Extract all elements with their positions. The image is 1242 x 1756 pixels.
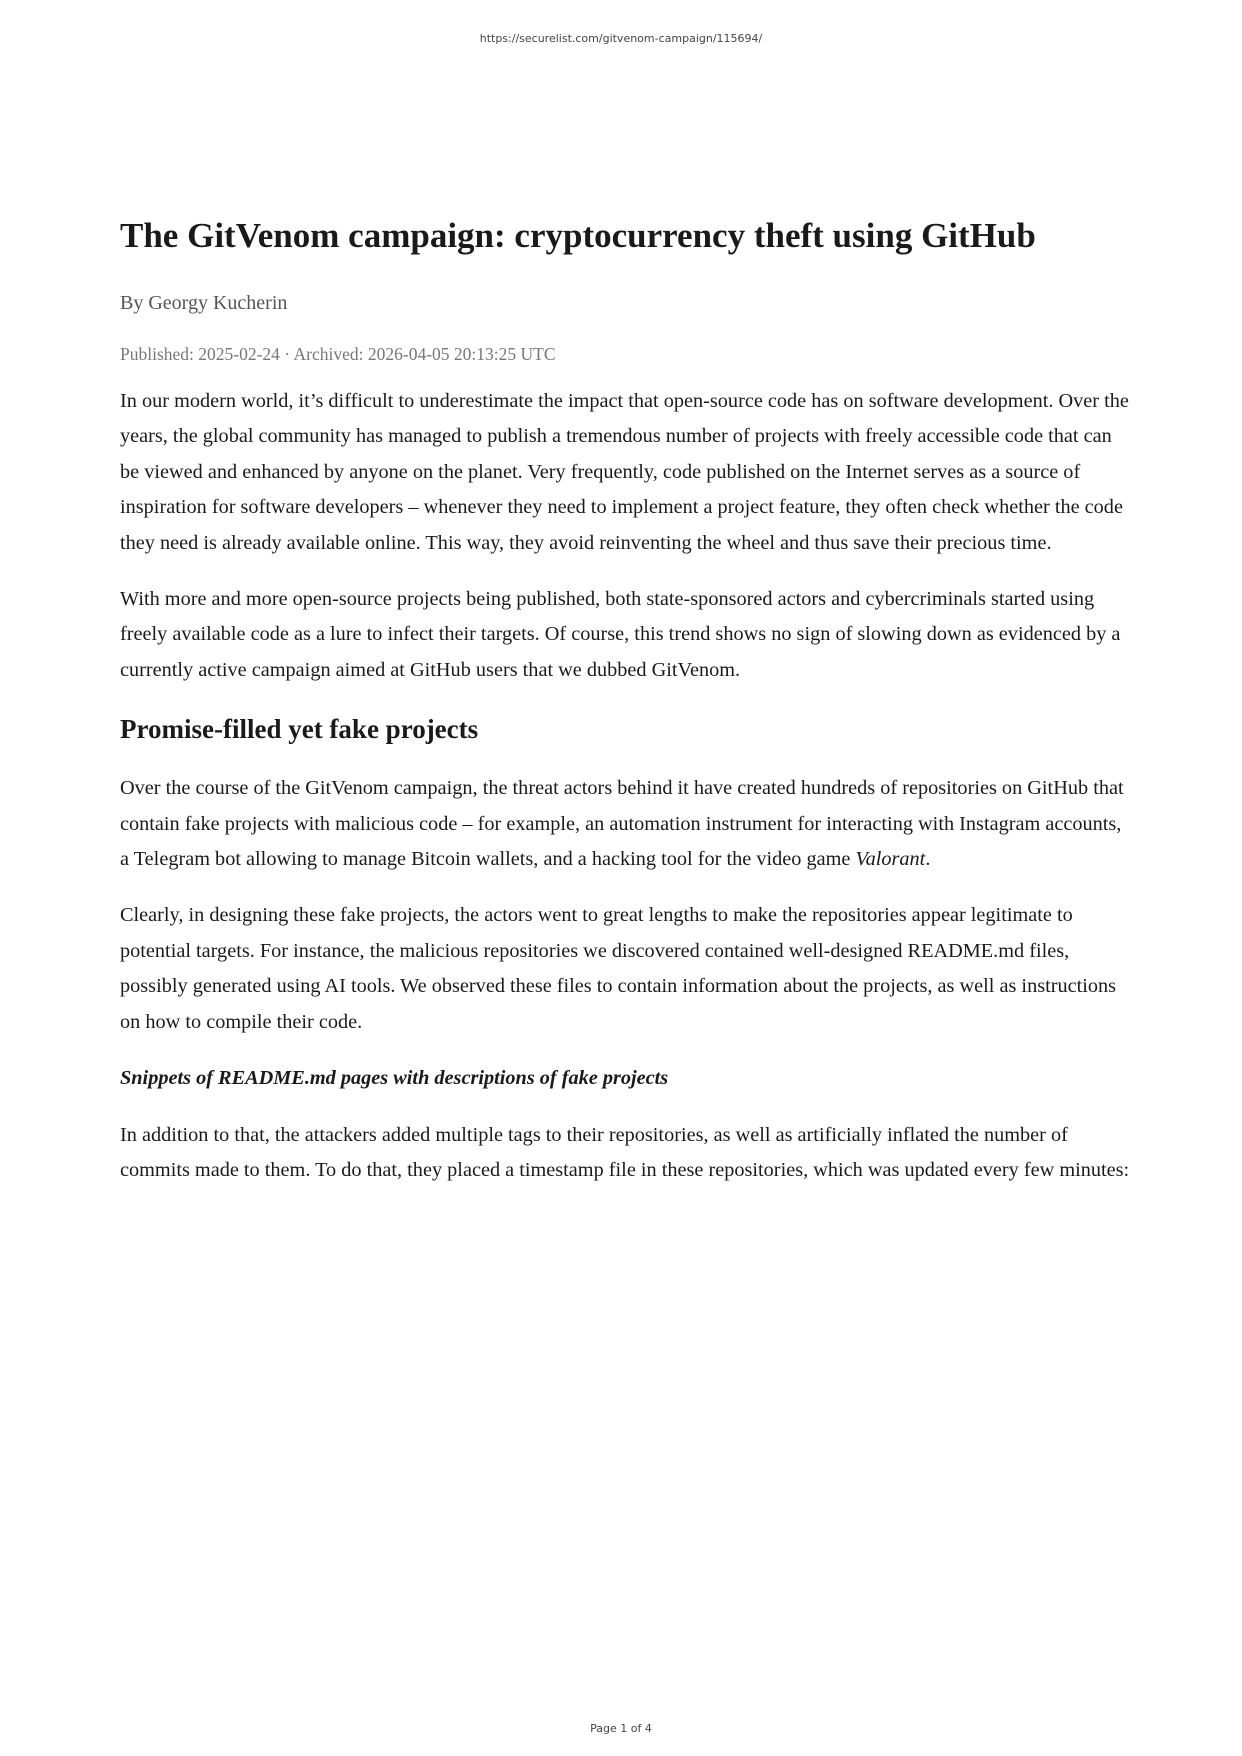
article-title: The GitVenom campaign: cryptocurrency theft using GitHub: [120, 216, 1036, 255]
paragraph-3: [120, 771, 1134, 877]
paragraph-4: Clearly, in designing these fake projects, the actors went to great lengths to make the repositories appear legitimate to potential targets. For instance, the malicious repositories we discovered contained well-designed README.md files, possibly generated using AI tools. We observed these files to contain information about the projects, as well as instructions on how to compile their code.: [120, 904, 1117, 1033]
paragraph-3-end: .: [925, 848, 931, 871]
byline: By Georgy Kucherin: [120, 292, 288, 314]
game-name: Valorant: [855, 848, 926, 871]
page-number: Page 1 of 4: [590, 1722, 652, 1735]
article: [120, 212, 1134, 1209]
paragraph-2: With more and more open-source projects being published, both state-sponsored actors and cybercriminals started using freely available code as a lure to infect their targets. Of course, this trend shows no sign of slowing down as evidenced by a currently active campaign aimed at GitHub users that we dubbed GitVenom.: [120, 588, 1121, 681]
page-url: https://securelist.com/gitvenom-campaign/115694/: [479, 32, 763, 45]
paragraph-3-text: Over the course of the GitVenom campaign, the threat actors behind it have created hundreds of repositories on GitHub that contain fake projects with malicious code – for example, an automation instrument for interacting with Instagram accounts, a Telegram bot allowing to manage Bitcoin wallets, and a hacking tool for the video game: [120, 777, 1124, 871]
publish-meta: Published: 2025-02-24 · Archived: 2026-04-05 20:13:25 UTC: [120, 344, 556, 364]
section-heading: Promise-filled yet fake projects: [120, 714, 479, 745]
figure-caption: Snippets of README.md pages with descriptions of fake projects: [120, 1067, 669, 1090]
paragraph-5: In addition to that, the attackers added multiple tags to their repositories, as well as artificially inflated the number of commits made to them. To do that, they placed a timestamp file in these repositories, which was updated every few minutes:: [120, 1123, 1130, 1181]
paragraph-1: In our modern world, it’s difficult to underestimate the impact that open-source code has on software development. Over the years, the global community has managed to publish a tremendous number of projects with freely accessible code that can be viewed and enhanced by anyone on the planet. Very frequently, code published on the Internet serves as a source of inspiration for software developers – whenever they need to implement a project feature, they often check whether the code they need is already available online. This way, they avoid reinventing the wheel and thus save their precious time.: [120, 390, 1129, 554]
